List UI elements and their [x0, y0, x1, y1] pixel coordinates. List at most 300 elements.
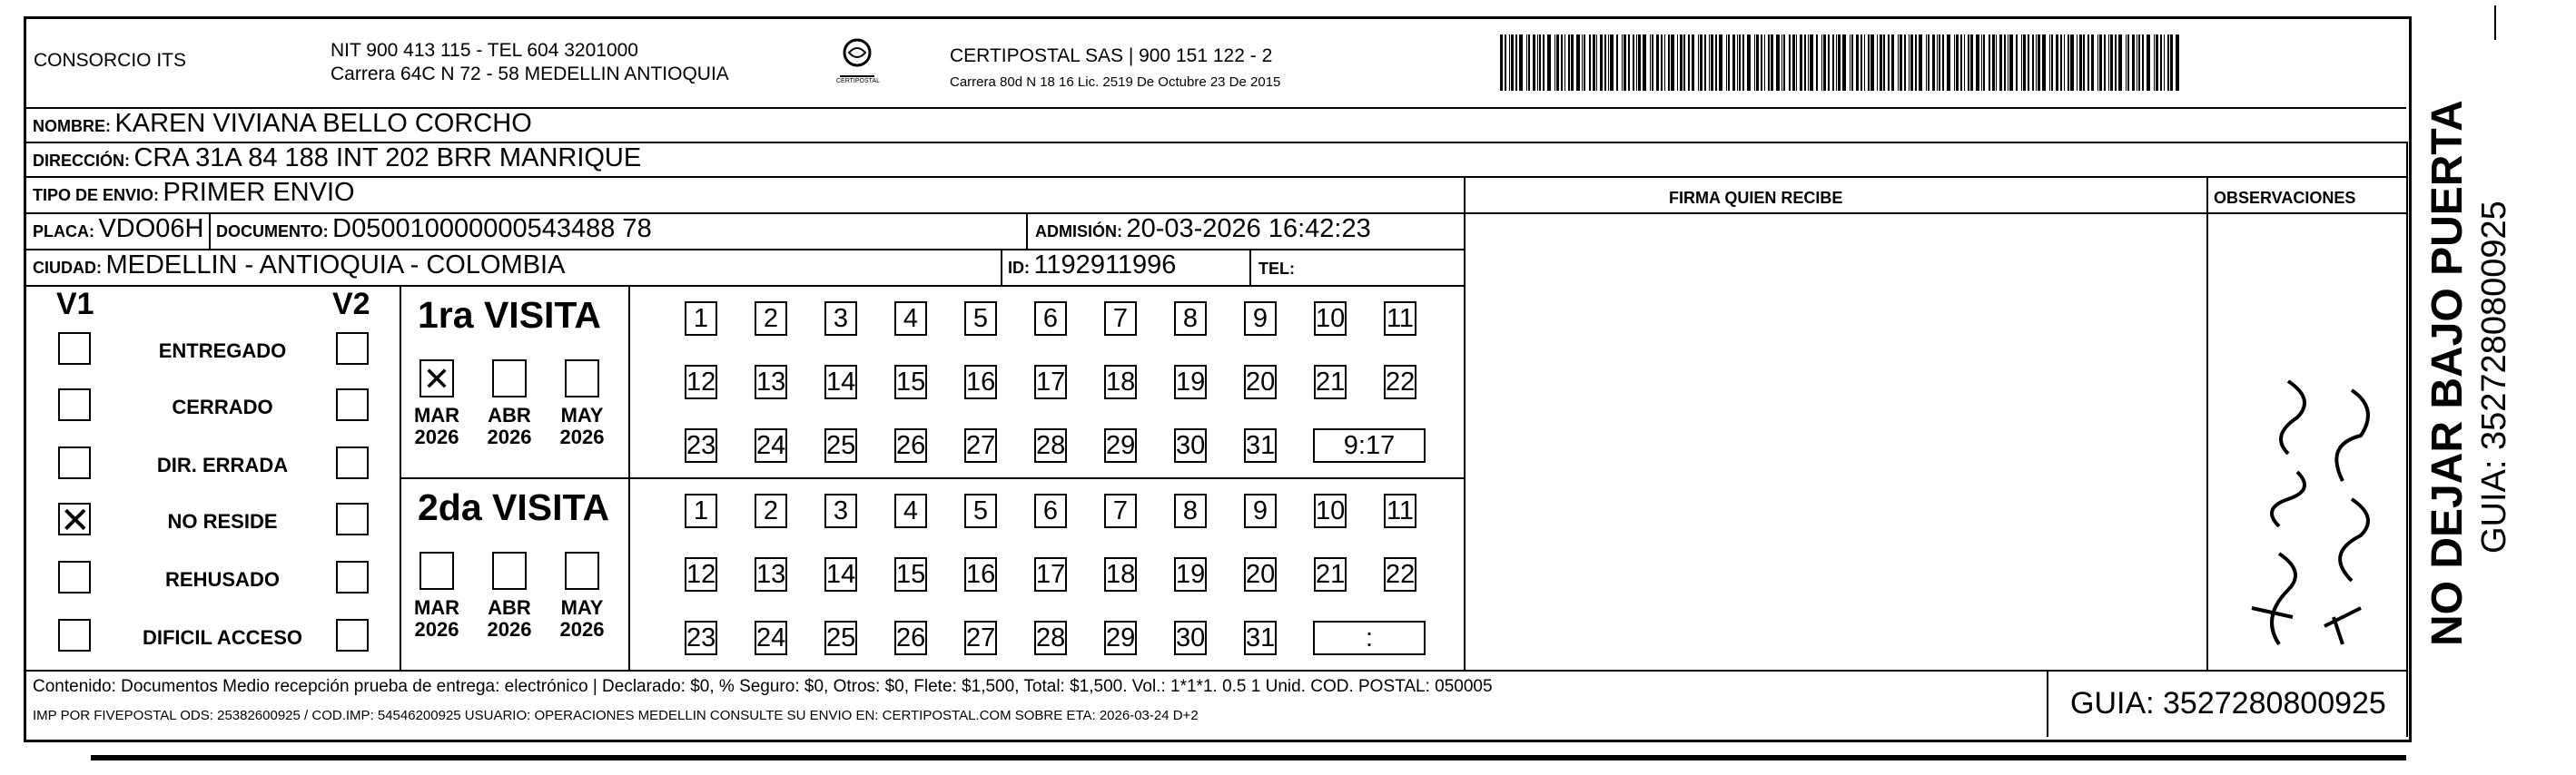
- barcode-bar: [2115, 34, 2117, 91]
- day-box[interactable]: 19: [1174, 365, 1207, 399]
- day-box[interactable]: 29: [1104, 621, 1137, 655]
- barcode-bar: [2167, 34, 2169, 91]
- corner-mark: [2494, 5, 2496, 40]
- observaciones-header: OBSERVACIONES: [2214, 189, 2356, 207]
- barcode-bar: [1856, 34, 1859, 91]
- barcode-bar: [2160, 34, 2162, 91]
- barcode-bar: [1568, 34, 1570, 91]
- barcode-bar: [1643, 34, 1646, 91]
- day-box[interactable]: 4: [894, 494, 927, 528]
- documento-row: [216, 214, 652, 244]
- day-box[interactable]: 13: [755, 557, 787, 592]
- barcode-bar: [1954, 34, 1955, 91]
- month-label: MAR: [413, 596, 460, 619]
- day-box[interactable]: 5: [964, 494, 997, 528]
- barcode-bar: [1877, 34, 1878, 91]
- barcode-bar: [1937, 34, 1938, 91]
- placa-label: PLACA:: [33, 222, 94, 240]
- barcode-bar: [1964, 34, 1965, 91]
- v1-checkbox[interactable]: [58, 446, 91, 479]
- ciudad-row: [33, 250, 565, 280]
- barcode-bar: [1804, 34, 1806, 91]
- day-box[interactable]: 9: [1244, 494, 1277, 528]
- barcode-bar: [1789, 34, 1791, 91]
- barcode-bar: [1600, 34, 1603, 91]
- year-label: 2026: [487, 618, 532, 641]
- v1-checkbox[interactable]: [58, 388, 91, 421]
- tipo-value: PRIMER ENVIO: [163, 178, 355, 207]
- barcode-bar: [1519, 34, 1523, 91]
- barcode-bar: [2051, 34, 2053, 91]
- barcode-bar: [2068, 34, 2069, 91]
- barcode-bar: [1928, 34, 1930, 91]
- day-box[interactable]: 5: [964, 301, 997, 336]
- barcode-bar: [1683, 34, 1685, 91]
- barcode-bar: [1764, 34, 1765, 91]
- id-label: ID:: [1008, 259, 1030, 277]
- barcode-bar: [1616, 34, 1618, 91]
- day-box[interactable]: 21: [1314, 557, 1347, 592]
- ciudad-value: MEDELLIN - ANTIOQUIA - COLOMBIA: [105, 250, 566, 280]
- status-option-label: DIR. ERRADA: [156, 454, 289, 476]
- status-option-label: DIFICIL ACCESO: [142, 626, 302, 649]
- day-box[interactable]: 13: [755, 365, 787, 399]
- year-label: 2026: [487, 426, 532, 448]
- direccion-row: [33, 143, 641, 173]
- barcode-bar: [1576, 34, 1580, 91]
- month-label: ABR: [488, 596, 531, 619]
- barcode-bar: [2099, 34, 2102, 91]
- barcode-bar: [1543, 34, 1545, 91]
- barcode-bar: [1999, 34, 2002, 91]
- day-box[interactable]: 26: [894, 621, 927, 655]
- barcode-bar: [1732, 34, 1735, 91]
- day-box[interactable]: 7: [1104, 301, 1137, 336]
- barcode-bar: [1932, 34, 1935, 91]
- day-box[interactable]: 19: [1174, 557, 1207, 592]
- barcode-bar: [2126, 34, 2127, 91]
- barcode-bar: [1656, 34, 1659, 91]
- day-box[interactable]: 9: [1244, 301, 1277, 336]
- firma-header: FIRMA QUIEN RECIBE: [1669, 189, 1843, 207]
- tipo-envio-row: [33, 178, 355, 208]
- month-checkbox[interactable]: ✕: [419, 359, 454, 397]
- barcode-bar: [2118, 34, 2122, 91]
- barcode-bar: [1680, 34, 1683, 91]
- barcode-bar: [1728, 34, 1730, 91]
- day-box[interactable]: 12: [685, 557, 717, 592]
- day-box[interactable]: 20: [1244, 557, 1277, 592]
- day-box[interactable]: 15: [894, 365, 927, 399]
- divider: [1001, 249, 1002, 285]
- day-box[interactable]: 24: [755, 428, 787, 463]
- day-box[interactable]: 22: [1384, 365, 1416, 399]
- barcode-bar: [1633, 34, 1634, 91]
- barcode-bar: [1571, 34, 1574, 91]
- barcode-bar: [1624, 34, 1626, 91]
- id-row: [1008, 250, 1176, 280]
- barcode-bar: [1584, 34, 1585, 91]
- barcode-bar: [1589, 34, 1591, 91]
- day-box[interactable]: 8: [1174, 301, 1207, 336]
- v1-header: V1: [56, 287, 94, 321]
- barcode-bar: [1792, 34, 1795, 91]
- day-box[interactable]: 2: [755, 301, 787, 336]
- barcode-bar: [1838, 34, 1841, 91]
- barcode-bar: [1739, 34, 1741, 91]
- day-box[interactable]: 14: [824, 365, 857, 399]
- tipo-label: TIPO DE ENVIO:: [33, 186, 160, 204]
- barcode-bar: [2023, 34, 2026, 91]
- year-label: 2026: [559, 618, 605, 641]
- day-box[interactable]: 1: [685, 301, 717, 336]
- divider: [400, 477, 1464, 479]
- barcode-bar: [1909, 34, 1910, 91]
- day-box[interactable]: 30: [1174, 621, 1207, 655]
- barcode-bar: [2147, 34, 2150, 91]
- day-box[interactable]: 31: [1244, 428, 1277, 463]
- barcode-bar: [1851, 34, 1853, 91]
- barcode-bar: [1976, 34, 1979, 91]
- barcode-bar: [1700, 34, 1703, 91]
- barcode-bar: [1515, 34, 1517, 91]
- nombre-value: KAREN VIVIANA BELLO CORCHO: [114, 109, 532, 138]
- barcode-bar: [1719, 34, 1722, 91]
- day-box[interactable]: 3: [824, 301, 857, 336]
- barcode-bar: [1698, 34, 1699, 91]
- barcode-bar: [1539, 34, 1541, 91]
- barcode-bar: [2021, 34, 2022, 91]
- barcode-bar: [2028, 34, 2029, 91]
- barcode-bar: [1561, 34, 1563, 91]
- barcode-bar: [2077, 34, 2078, 91]
- barcode-bar: [2009, 34, 2013, 91]
- barcode-bar: [1981, 34, 1982, 91]
- time-box[interactable]: 9:17: [1313, 428, 1426, 463]
- barcode-bar: [2064, 34, 2065, 91]
- barcode-bar: [2156, 34, 2158, 91]
- v2-checkbox[interactable]: [336, 619, 369, 652]
- divider: [1026, 212, 1028, 249]
- day-box[interactable]: 25: [824, 621, 857, 655]
- day-box[interactable]: 21: [1314, 365, 1347, 399]
- barcode-bar: [1800, 34, 1802, 91]
- barcode-bar: [2142, 34, 2144, 91]
- barcode-bar: [1604, 34, 1606, 91]
- month-checkbox[interactable]: [419, 552, 454, 590]
- barcode-bar: [1808, 34, 1809, 91]
- day-box[interactable]: 2: [755, 494, 787, 528]
- status-option-label: NO RESIDE: [167, 510, 278, 533]
- barcode-bar: [1756, 34, 1759, 91]
- month-label: MAY: [560, 404, 604, 427]
- day-box[interactable]: 8: [1174, 494, 1207, 528]
- placa-row: [33, 214, 204, 244]
- day-box[interactable]: 7: [1104, 494, 1137, 528]
- day-box[interactable]: 18: [1104, 557, 1137, 592]
- barcode-bar: [1638, 34, 1641, 91]
- footer-guia: GUIA: 3527280800925: [2070, 686, 2386, 721]
- barcode-bar: [1661, 34, 1663, 91]
- barcode-bar: [1900, 34, 1902, 91]
- barcode-bar: [2127, 34, 2129, 91]
- barcode-bar: [1836, 34, 1837, 91]
- barcode-bar: [1668, 34, 1670, 91]
- day-box[interactable]: 22: [1384, 557, 1416, 592]
- barcode-bar: [1796, 34, 1797, 91]
- barcode-bar: [1816, 34, 1818, 91]
- footer-imp: IMP POR FIVEPOSTAL ODS: 25382600925 / COD.IMP: 54546200925 USUARIO: OPERACIONES MEDELLIN CONSULTE SU ENVIO EN: CERTIPOSTAL.COM SOBRE ETA: 2026-03-24 D+2: [33, 708, 1199, 723]
- day-box[interactable]: 30: [1174, 428, 1207, 463]
- barcode-bar: [1500, 34, 1503, 91]
- day-box[interactable]: 20: [1244, 365, 1277, 399]
- barcode-bar: [1754, 34, 1755, 91]
- divider: [26, 670, 2406, 672]
- barcode-bar: [1781, 34, 1782, 91]
- barcode-bar: [1715, 34, 1717, 91]
- barcode-bar: [1810, 34, 1813, 91]
- company-address: Carrera 64C N 72 - 58 MEDELLIN ANTIOQUIA: [331, 64, 729, 84]
- barcode-bar: [1692, 34, 1694, 91]
- barcode-bar: [1596, 34, 1597, 91]
- day-box[interactable]: 23: [685, 428, 717, 463]
- barcode-bar: [1528, 34, 1530, 91]
- day-box[interactable]: 6: [1034, 301, 1067, 336]
- barcode-bar: [1970, 34, 1973, 91]
- barcode-bar: [2110, 34, 2113, 91]
- divider: [2047, 670, 2048, 737]
- admision-label: ADMISIÓN:: [1035, 222, 1122, 240]
- barcode-bar: [1526, 34, 1527, 91]
- barcode-bar: [1650, 34, 1651, 91]
- barcode-bar: [2087, 34, 2089, 91]
- barcode-bar: [1823, 34, 1826, 91]
- divider: [209, 212, 211, 249]
- barcode-bar: [1956, 34, 1959, 91]
- v2-checkbox[interactable]: [336, 561, 369, 594]
- barcode-bar: [2060, 34, 2062, 91]
- barcode-bar: [1747, 34, 1751, 91]
- year-label: 2026: [559, 426, 605, 448]
- barcode-bar: [1564, 34, 1565, 91]
- barcode-bar: [1533, 34, 1535, 91]
- barcode-bar: [1942, 34, 1944, 91]
- day-box[interactable]: 17: [1034, 365, 1067, 399]
- barcode-bar: [1636, 34, 1637, 91]
- barcode-bar: [1947, 34, 1950, 91]
- barcode-bar: [1537, 34, 1538, 91]
- barcode-bar: [1768, 34, 1770, 91]
- v2-header: V2: [332, 287, 370, 321]
- day-box[interactable]: 27: [964, 428, 997, 463]
- barcode-bar: [1737, 34, 1738, 91]
- barcode-bar: [1726, 34, 1727, 91]
- barcode-bar: [1593, 34, 1595, 91]
- day-box[interactable]: 28: [1034, 428, 1067, 463]
- barcode-bar: [1888, 34, 1890, 91]
- v1-checkbox[interactable]: [58, 332, 91, 365]
- day-box[interactable]: 15: [894, 557, 927, 592]
- day-box[interactable]: 10: [1314, 301, 1347, 336]
- direccion-label: DIRECCIÓN:: [33, 152, 130, 170]
- day-box[interactable]: 11: [1384, 494, 1416, 528]
- month-checkbox[interactable]: [492, 359, 527, 397]
- divider: [26, 285, 1464, 287]
- barcode-bar: [1828, 34, 1830, 91]
- barcode-bar: [1622, 34, 1623, 91]
- barcode-bar: [1983, 34, 1985, 91]
- tel-label: TEL:: [1258, 260, 1295, 278]
- day-box[interactable]: 28: [1034, 621, 1067, 655]
- nombre-label: NOMBRE:: [33, 117, 111, 135]
- barcode-bar: [2004, 34, 2006, 91]
- footer-contenido: Contenido: Documentos Medio recepción prueba de entrega: electrónico | Declarado: $0, % Seguro: $0, Otros: $0, Flete: $1,500, Total: $1,500. Vol.: 1*1*1. 0.5 1 Unid. COD. POSTAL: 050005: [33, 677, 1493, 696]
- barcode-bar: [1505, 34, 1506, 91]
- barcode-bar: [2154, 34, 2155, 91]
- documento-label: DOCUMENTO:: [216, 222, 329, 240]
- placa-value: VDO06H: [98, 214, 204, 243]
- day-box[interactable]: 26: [894, 428, 927, 463]
- barcode-bar: [2079, 34, 2082, 91]
- time-box[interactable]: :: [1313, 621, 1426, 655]
- barcode-bar: [1968, 34, 1969, 91]
- barcode-bar: [1511, 34, 1514, 91]
- barcode-bar: [1832, 34, 1834, 91]
- day-box[interactable]: 24: [755, 621, 787, 655]
- barcode-bar: [1910, 34, 1913, 91]
- barcode-bar: [2083, 34, 2085, 91]
- barcode-bar: [1671, 34, 1674, 91]
- barcode-bar: [1939, 34, 1940, 91]
- barcode-bar: [2170, 34, 2173, 91]
- barcode-bar: [2164, 34, 2165, 91]
- barcode-bar: [2016, 34, 2018, 91]
- barcode-bar: [1870, 34, 1874, 91]
- v1-checkbox[interactable]: [58, 619, 91, 652]
- barcode-bar: [2176, 34, 2179, 91]
- barcode-bar: [1915, 34, 1917, 91]
- divider: [1464, 212, 2406, 214]
- barcode-bar: [2070, 34, 2074, 91]
- id-value: 1192911996: [1033, 250, 1177, 280]
- barcode-bar: [1880, 34, 1882, 91]
- v1-checkbox[interactable]: [58, 561, 91, 594]
- status-option-label: REHUSADO: [165, 568, 280, 591]
- barcode-bar: [1704, 34, 1706, 91]
- barcode-bar: [1919, 34, 1922, 91]
- certipostal-logo: [836, 36, 878, 87]
- nombre-row: [33, 109, 532, 139]
- barcode-bar: [1771, 34, 1773, 91]
- barcode-bar: [1761, 34, 1762, 91]
- barcode-bar: [1608, 34, 1609, 91]
- day-box[interactable]: 23: [685, 621, 717, 655]
- barcode-bar: [1709, 34, 1710, 91]
- barcode-bar: [2042, 34, 2046, 91]
- day-box[interactable]: 16: [964, 557, 997, 592]
- month-label: ABR: [488, 404, 531, 427]
- bottom-rule: [91, 755, 2406, 760]
- barcode: [1500, 34, 2189, 91]
- barcode-bar: [1677, 34, 1678, 91]
- direccion-value: CRA 31A 84 188 INT 202 BRR MANRIQUE: [133, 143, 642, 172]
- documento-value: D050010000000543488 78: [332, 214, 652, 243]
- v2-checkbox[interactable]: [336, 446, 369, 479]
- barcode-bar: [2108, 34, 2109, 91]
- month-checkbox[interactable]: [565, 359, 599, 397]
- day-box[interactable]: 16: [964, 365, 997, 399]
- barcode-bar: [2038, 34, 2040, 91]
- day-box[interactable]: 27: [964, 621, 997, 655]
- barcode-bar: [1960, 34, 1962, 91]
- status-option-label: ENTREGADO: [158, 339, 287, 362]
- day-box[interactable]: 6: [1034, 494, 1067, 528]
- barcode-bar: [1711, 34, 1713, 91]
- day-box[interactable]: 11: [1384, 301, 1416, 336]
- barcode-bar: [1556, 34, 1559, 91]
- day-box[interactable]: 31: [1244, 621, 1277, 655]
- certipostal-address: Carrera 80d N 18 16 Lic. 2519 De Octubre 23 De 2015: [950, 74, 1281, 90]
- side-guia: GUIA: 3527280800925: [2475, 201, 2513, 554]
- barcode-bar: [1860, 34, 1862, 91]
- status-option-label: CERRADO: [172, 396, 273, 418]
- logo-caption: CERTIPOSTAL: [836, 78, 880, 84]
- year-label: 2026: [414, 618, 459, 641]
- nit-line: NIT 900 413 115 - TEL 604 3201000: [331, 40, 638, 61]
- divider: [1249, 249, 1251, 285]
- day-box[interactable]: 14: [824, 557, 857, 592]
- barcode-bar: [1554, 34, 1555, 91]
- barcode-bar: [1989, 34, 1990, 91]
- v2-checkbox[interactable]: [336, 503, 369, 535]
- divider: [26, 176, 2406, 178]
- barcode-bar: [2032, 34, 2034, 91]
- day-box[interactable]: 12: [685, 365, 717, 399]
- v2-checkbox[interactable]: [336, 388, 369, 421]
- month-checkbox[interactable]: [565, 552, 599, 590]
- barcode-bar: [2097, 34, 2098, 91]
- v1-checkbox[interactable]: ✕: [60, 500, 91, 542]
- day-box[interactable]: 4: [894, 301, 927, 336]
- day-box[interactable]: 25: [824, 428, 857, 463]
- month-label: MAR: [413, 404, 460, 427]
- barcode-bar: [1509, 34, 1510, 91]
- barcode-bar: [1891, 34, 1894, 91]
- barcode-bar: [2091, 34, 2094, 91]
- day-box[interactable]: 29: [1104, 428, 1137, 463]
- visit-1-title: 1ra VISITA: [418, 294, 602, 336]
- barcode-bar: [1883, 34, 1885, 91]
- warning-text: NO DEJAR BAJO PUERTA: [2423, 100, 2472, 646]
- day-box[interactable]: 18: [1104, 365, 1137, 399]
- barcode-bar: [1821, 34, 1822, 91]
- day-box[interactable]: 3: [824, 494, 857, 528]
- visit-2-title: 2da VISITA: [418, 486, 610, 528]
- barcode-bar: [1582, 34, 1583, 91]
- day-box[interactable]: 10: [1314, 494, 1347, 528]
- barcode-bar: [1610, 34, 1614, 91]
- barcode-bar: [1842, 34, 1846, 91]
- barcode-bar: [1652, 34, 1653, 91]
- v2-checkbox[interactable]: [336, 332, 369, 365]
- barcode-bar: [1742, 34, 1744, 91]
- barcode-bar: [1776, 34, 1780, 91]
- barcode-bar: [1628, 34, 1630, 91]
- month-checkbox[interactable]: [492, 552, 527, 590]
- day-box[interactable]: 1: [685, 494, 717, 528]
- day-box[interactable]: 17: [1034, 557, 1067, 592]
- barcode-bar: [1864, 34, 1865, 91]
